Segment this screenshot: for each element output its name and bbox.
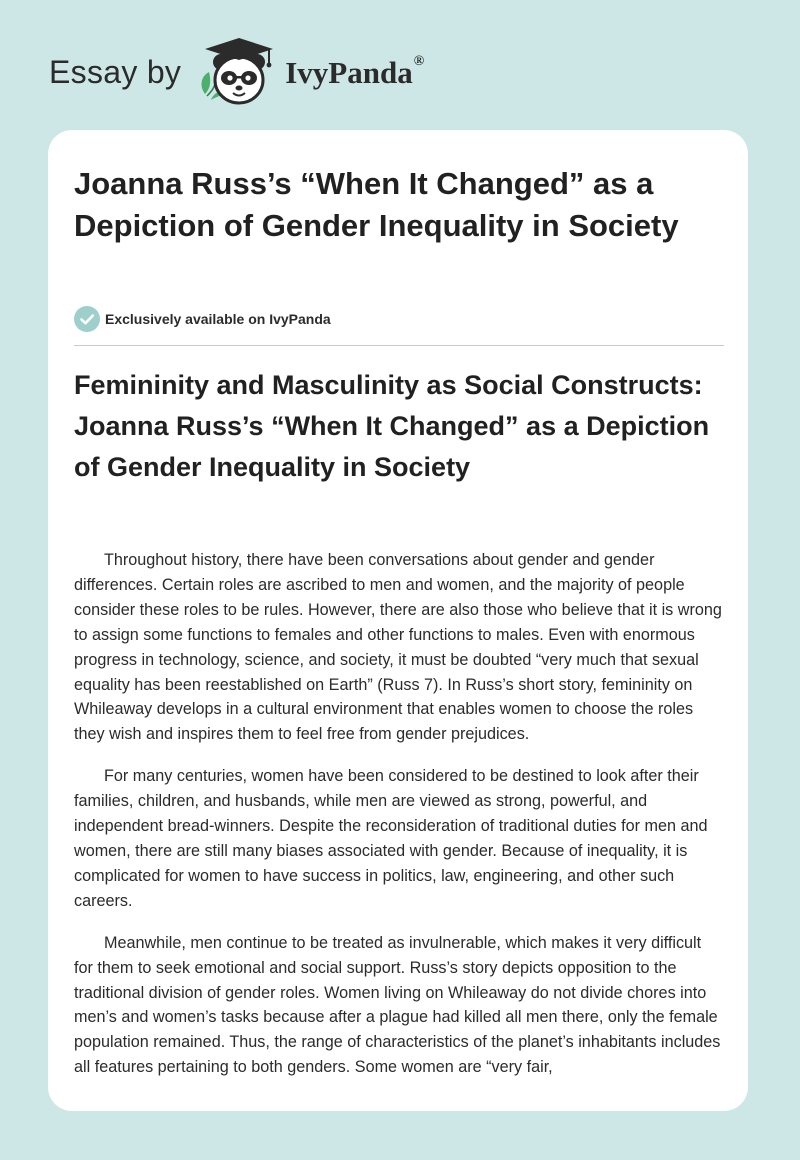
registered-mark: ® — [413, 53, 425, 69]
section-heading: Femininity and Masculinity as Social Constructs: Joanna Russ’s “When It Changed” as a Depiction of Gender Inequality in Society — [74, 370, 710, 482]
paragraph: For many centuries, women have been considered to be destined to look after their families, children, and husbands, while men are viewed as strong, powerful, and independent bread-winners. Despite the reconsideration of traditional duties for men and women, there are still many biases associated with gender. Because of inequality, it is complicated for women to have success in politics, law, engineering, and other such careers. — [74, 767, 708, 910]
essay-card — [48, 130, 748, 1111]
brand-text: IvyPanda — [285, 54, 413, 90]
essay-title: Joanna Russ’s “When It Changed” as a Depiction of Gender Inequality in Society — [74, 166, 679, 243]
essay-by-label: Essay by — [49, 54, 182, 90]
panda-graduate-icon[interactable] — [195, 34, 281, 110]
site-header — [49, 34, 424, 110]
paragraph: Throughout history, there have been conversations about gender and gender differences. Certain roles are ascribed to men and women, and the majority of people consider these roles to be rules. However, there are also those who believe that it is wrong to assign some functions to females and other functions to males. Even with enormous progress in technology, science, and society, it must be doubted “very much that sexual equality has been reestablished on Earth” (Russ 7). In Russ’s short story, femininity on Whileaway develops in a cultural environment that enables women to choose the roles they wish and inspires them to feel free from gender prejudices. — [74, 551, 722, 744]
brand-name[interactable] — [285, 53, 425, 90]
exclusive-label: Exclusively available on IvyPanda — [105, 311, 331, 327]
check-circle-icon — [74, 306, 100, 332]
paragraph: Meanwhile, men continue to be treated as invulnerable, which makes it very difficult for them to seek emotional and social support. Russ’s story depicts opposition to the traditional division of gender roles. Women living on Whileaway do not divide chores into men’s and women’s tasks because after a plague had killed all men there, only the female population remained. Thus, the range of characteristics of the planet’s inhabitants includes all features pertaining to both genders. Some women are “very fair, — [74, 933, 721, 1077]
exclusive-badge — [74, 306, 331, 332]
divider — [74, 345, 724, 346]
essay-body — [74, 548, 722, 1097]
